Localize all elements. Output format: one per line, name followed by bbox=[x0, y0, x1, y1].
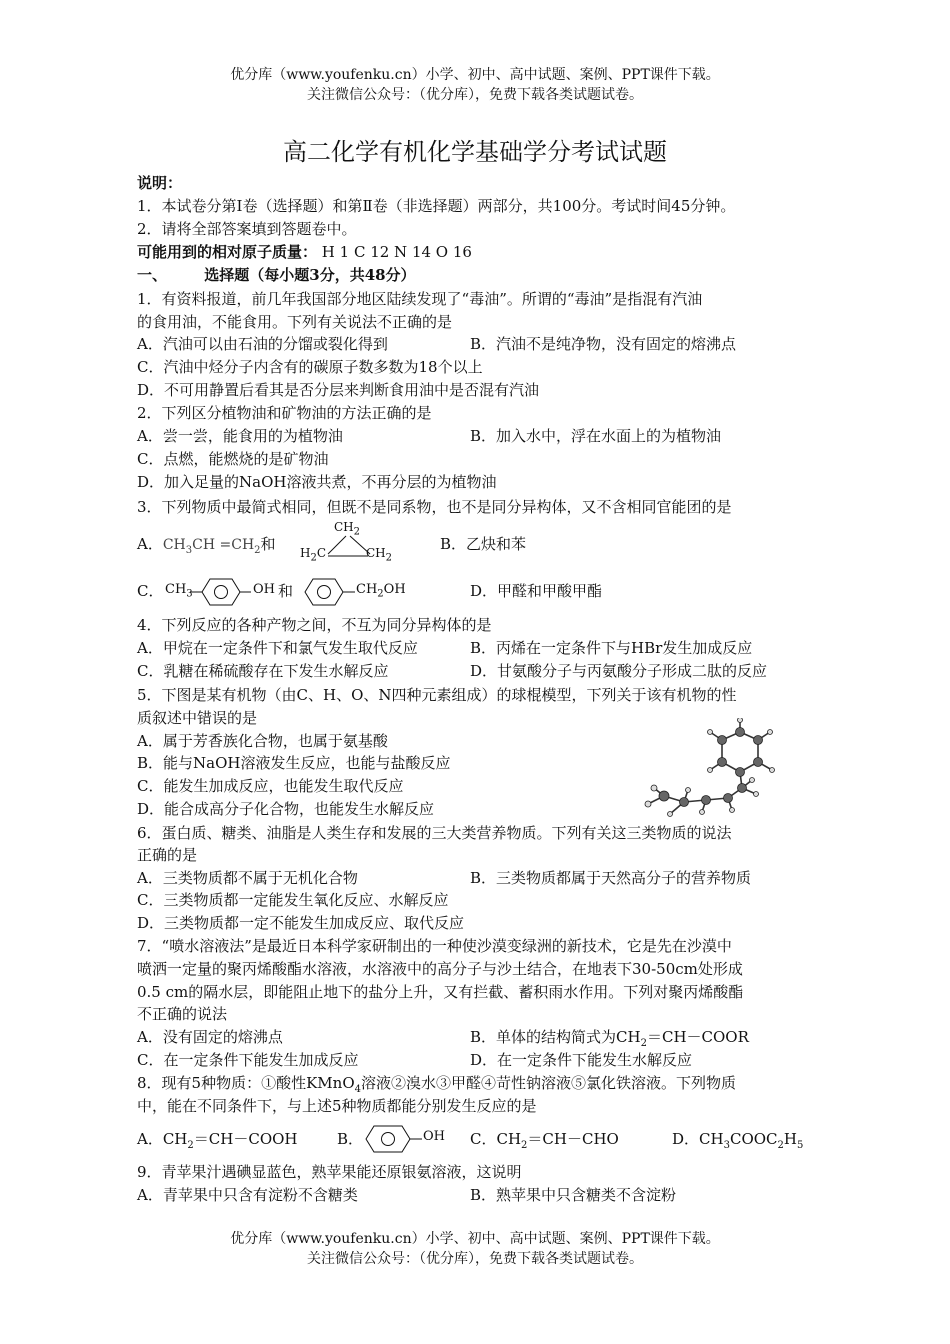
q6-stem-line-1: 6．蛋白质、糖类、油脂是人类生存和发展的三大类营养物质。下列有关这三类物质的说法 bbox=[137, 824, 732, 842]
header-line-2: 关注微信公众号：（优分库），免费下载各类试题试卷。 bbox=[307, 87, 643, 103]
and-label: 和 bbox=[278, 582, 294, 600]
q2-option-c: C．点燃，能燃烧的是矿物油 bbox=[137, 450, 329, 468]
q2-stem: 2．下列区分植物油和矿物油的方法正确的是 bbox=[137, 404, 432, 422]
footer-line-1: 优分库（www.youfenku.cn）小学、初中、高中试题、案例、PPT课件下载。 bbox=[230, 1231, 720, 1247]
q3-option-c bbox=[137, 580, 163, 602]
q3-option-a-label: A． bbox=[137, 535, 163, 553]
q6-option-c: C．三类物质都一定能发生氧化反应、水解反应 bbox=[137, 891, 449, 909]
propene-formula: $CH_3CH =CH_2$ bbox=[162, 537, 261, 556]
q7-stem-line-2: 喷洒一定量的聚丙烯酸酯水溶液，水溶液中的高分子与沙土结合，在地表下30-50cm处形成 bbox=[137, 960, 743, 978]
atomic-mass-values: H 1 C 12 N 14 O 16 bbox=[321, 243, 472, 261]
methyl-label: $CH_3$ bbox=[165, 582, 193, 600]
q7-option-b: B．单体的结构简式为$CH_2=CH-COOR$ bbox=[470, 1028, 749, 1049]
q4-stem: 4．下列反应的各种产物之间，不互为同分异构体的是 bbox=[137, 616, 492, 634]
q3-option-c-label: C． bbox=[137, 582, 164, 600]
note-2: 2．请将全部答案填到答题卷中。 bbox=[137, 220, 357, 238]
ball-stick-model bbox=[640, 718, 790, 820]
notes-heading: 说明： bbox=[137, 174, 183, 192]
q5-option-c: C．能发生加成反应，也能发生取代反应 bbox=[137, 777, 404, 795]
ring-right-label: $CH_2$ bbox=[366, 546, 393, 564]
q3-option-d: D．甲醛和甲酸甲酯 bbox=[470, 582, 603, 600]
note-1: 1．本试卷分第Ⅰ卷（选择题）和第Ⅱ卷（非选择题）两部分，共100分。考试时间45分钟。 bbox=[137, 197, 736, 215]
q7-stem-line-1: 7．“喷水溶液法”是最近日本科学家研制出的一种使沙漠变绿洲的新技术，它是先在沙漠中 bbox=[137, 937, 732, 955]
q5-option-b: B．能与NaOH溶液发生反应，也能与盐酸反应 bbox=[137, 754, 451, 772]
q3-option-a bbox=[137, 533, 276, 562]
q7-option-d: D．在一定条件下能发生水解反应 bbox=[470, 1051, 693, 1069]
ring-top-label: $CH_2$ bbox=[334, 520, 361, 538]
q6-stem-line-2: 正确的是 bbox=[137, 846, 198, 864]
hydroxymethyl-label: $CH_2OH$ bbox=[356, 582, 406, 600]
atomic-mass-label: 可能用到的相对原子质量： bbox=[137, 243, 318, 261]
q2-option-b: B．加入水中，浮在水面上的为植物油 bbox=[470, 427, 722, 445]
q8-option-a: A．$CH_2=CH-COOH$ bbox=[137, 1130, 298, 1151]
q7-option-c: C．在一定条件下能发生加成反应 bbox=[137, 1051, 359, 1069]
section-1-heading bbox=[137, 264, 416, 286]
q4-option-c: C．乳糖在稀硫酸存在下发生水解反应 bbox=[137, 662, 389, 680]
q1-option-c: C．汽油中烃分子内含有的碳原子数多数为18个以上 bbox=[137, 358, 483, 376]
q6-option-b: B．三类物质都属于天然高分子的营养物质 bbox=[470, 869, 752, 887]
atomic-mass-line bbox=[137, 241, 472, 263]
q1-stem-line-1: 1．有资料报道，前几年我国部分地区陆续发现了“毒油”。所谓的“毒油”是指混有汽油 bbox=[137, 290, 703, 308]
q8-stem-line-2: 中，能在不同条件下，与上述5种物质都能分别发生反应的是 bbox=[137, 1097, 537, 1115]
q1-option-d: D．不可用静置后看其是否分层来判断食用油中是否混有汽油 bbox=[137, 381, 540, 399]
page-title: 高二化学有机化学基础学分考试试题 bbox=[283, 138, 667, 166]
q5-option-a: A．属于芳香族化合物，也属于氨基酸 bbox=[137, 732, 388, 750]
section-number: 一、 bbox=[137, 266, 168, 284]
q1-option-b: B．汽油不是纯净物，没有固定的熔沸点 bbox=[470, 335, 737, 353]
and-label: 和 bbox=[260, 535, 276, 553]
q1-option-row-ab bbox=[137, 333, 388, 355]
cyclopropane-structure bbox=[298, 522, 398, 566]
q7-stem-line-4: 不正确的说法 bbox=[137, 1005, 228, 1023]
q1-stem-line-2: 的食用油，不能食用。下列有关说法不正确的是 bbox=[137, 313, 453, 331]
q6-option-a: A．三类物质都不属于无机化合物 bbox=[137, 869, 358, 887]
q3-option-c-structures bbox=[165, 576, 425, 608]
q5-stem-line-1: 5．下图是某有机物（由C、H、O、N四种元素组成）的球棍模型，下列关于该有机物的性 bbox=[137, 686, 737, 704]
q9-stem: 9．青苹果汁遇碘显蓝色，熟苹果能还原银氨溶液，这说明 bbox=[137, 1163, 522, 1181]
q2-option-a: A．尝一尝，能食用的为植物油 bbox=[137, 427, 343, 445]
q4-option-b: B．丙烯在一定条件下与HBr发生加成反应 bbox=[470, 639, 753, 657]
header-line-1: 优分库（www.youfenku.cn）小学、初中、高中试题、案例、PPT课件下载。 bbox=[230, 67, 720, 83]
q3-stem: 3．下列物质中最简式相同，但既不是同系物，也不是同分异构体，又不含相同官能团的是 bbox=[137, 498, 732, 516]
q6-option-d: D．三类物质都一定不能发生加成反应、取代反应 bbox=[137, 914, 465, 932]
section-title: 选择题（每小题3分，共48分） bbox=[204, 266, 416, 284]
q4-option-d: D．甘氨酸分子与丙氨酸分子形成二肽的反应 bbox=[470, 662, 768, 680]
q3-option-b: B．乙炔和苯 bbox=[440, 535, 527, 553]
q8-option-d: D．$CH_3COOC_2H_5$ bbox=[672, 1130, 804, 1151]
q8-stem-line-1: 8．现有5种物质：①酸性KMnO$_4$溶液②溴水③甲醛④苛性钠溶液⑤氯化铁溶液。下列物质 bbox=[137, 1074, 737, 1095]
q1-option-a: A．汽油可以由石油的分馏或裂化得到 bbox=[137, 335, 388, 353]
q8-option-c: C．$CH_2=CH-CHO$ bbox=[470, 1130, 619, 1151]
q2-option-d: D．加入足量的NaOH溶液共煮，不再分层的为植物油 bbox=[137, 473, 497, 491]
q5-option-d: D．能合成高分子化合物，也能发生水解反应 bbox=[137, 800, 435, 818]
q8-option-b: B． bbox=[337, 1130, 364, 1148]
phenol-structure bbox=[362, 1123, 452, 1155]
ring-left-label: $H_2C$ bbox=[300, 546, 327, 564]
footer-line-2: 关注微信公众号：（优分库），免费下载各类试题试卷。 bbox=[307, 1251, 643, 1267]
q5-stem-line-2: 质叙述中错误的是 bbox=[137, 709, 258, 727]
q9-option-a: A．青苹果中只含有淀粉不含糖类 bbox=[137, 1186, 358, 1204]
q7-option-a: A．没有固定的熔沸点 bbox=[137, 1028, 283, 1046]
q4-option-a: A．甲烷在一定条件下和氯气发生取代反应 bbox=[137, 639, 418, 657]
q9-option-b: B．熟苹果中只含糖类不含淀粉 bbox=[470, 1186, 677, 1204]
hydroxyl-label: OH bbox=[423, 1129, 445, 1144]
q7-stem-line-3: 0.5 cm的隔水层，即能阻止地下的盐分上升，又有拦截、蓄积雨水作用。下列对聚丙烯酸酯 bbox=[137, 983, 744, 1001]
hydroxyl-label: OH bbox=[253, 582, 275, 597]
